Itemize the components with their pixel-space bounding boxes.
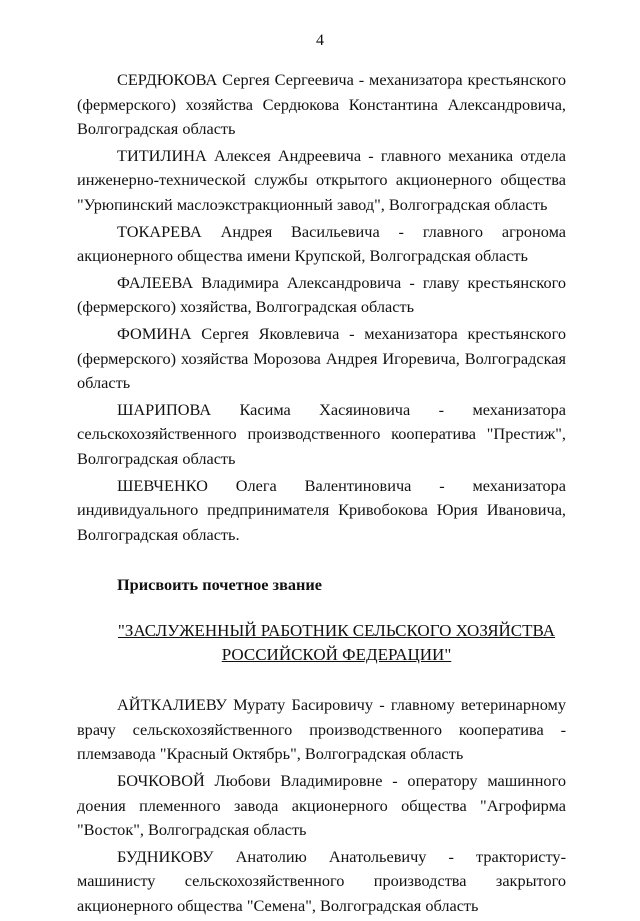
entry-serdyukov: СЕРДЮКОВА Сергея Сергеевича - механизатора крестьянского (фермерского) хозяйства Сердюкова Константина Александровича, Волгоградская область: [77, 70, 566, 139]
entry-bochkova: БОЧКОВОЙ Любови Владимировне - оператору машинного доения племенного завода акционерного общества "Агрофирма "Восток", Волгоградская область: [77, 771, 566, 840]
entry-tokarev: ТОКАРЕВА Андрея Васильевича - главного агронома акционерного общества имени Крупской, Волгоградская область: [77, 221, 566, 266]
page-number: 4: [316, 32, 324, 49]
entry-budnikov: БУДНИКОВУ Анатолию Анатольевичу - трактористу-машинисту сельскохозяйственного производства закрытого акционерного общества "Семена", Волгоградская область: [77, 846, 566, 916]
entry-shevchenko: ШЕВЧЕНКО Олега Валентиновича - механизатора индивидуального предпринимателя Кривобокова Юрия Ивановича, Волгоградская область.: [77, 475, 566, 544]
entry-aitkaliev: АЙТКАЛИЕВУ Мурату Басировичу - главному ветеринарному врачу сельскохозяйственного производственного кооператива - племзавода "Красный Октябрь", Волгоградская область: [77, 695, 566, 764]
document-body: [77, 68, 566, 921]
section-heading: Присвоить почетное звание: [117, 575, 322, 595]
entry-titilin: ТИТИЛИНА Алексея Андреевича - главного механика отдела инженерно-технической службы открытого акционерного общества "Урюпинский маслоэкстракционный завод", Волгоградская область: [77, 145, 566, 214]
entry-sharipov: ШАРИПОВА Касима Хасяиновича - механизатора сельскохозяйственного производственного кооператива "Престиж", Волгоградская область: [77, 399, 566, 468]
honorary-title-line-2: РОССИЙСКОЙ ФЕДЕРАЦИИ": [221, 645, 452, 665]
honorary-title-line-1: "ЗАСЛУЖЕННЫЙ РАБОТНИК СЕЛЬСКОГО ХОЗЯЙСТВА: [117, 621, 556, 641]
entry-faleev: ФАЛЕЕВА Владимира Александровича - главу крестьянского (фермерского) хозяйства, Волгоградская область: [77, 272, 566, 317]
entry-fomin: ФОМИНА Сергея Яковлевича - механизатора крестьянского (фермерского) хозяйства Морозова Андрея Игоревича, Волгоградская область: [77, 323, 566, 393]
honorary-title: [77, 619, 566, 667]
